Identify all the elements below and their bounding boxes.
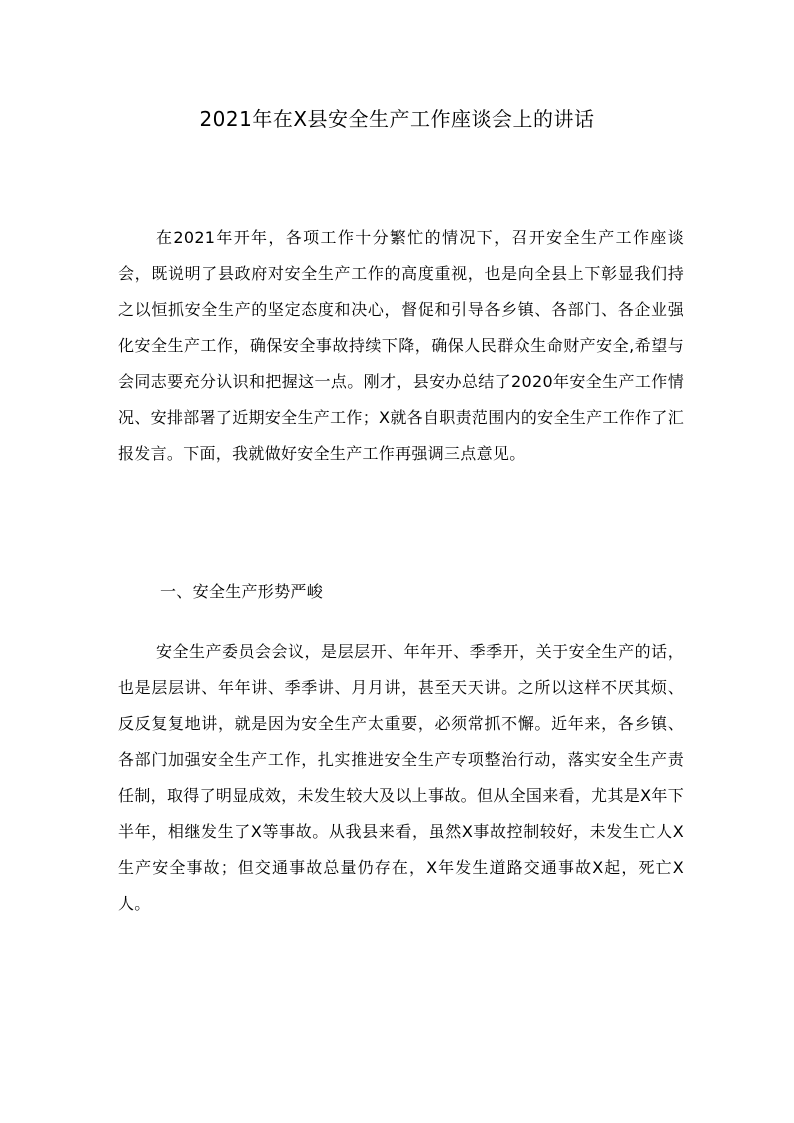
- document-title: 2021年在X县安全生产工作座谈会上的讲话: [199, 107, 595, 131]
- section-heading: 一、安全生产形势严峻: [160, 582, 324, 601]
- body-paragraph: 安全生产委员会会议，是层层开、年年开、季季开，关于安全生产的话，也是层层讲、年年讲、季季讲、月月讲，甚至天天讲。之所以这样不厌其烦、反反复复地讲，就是因为安全生产太重要，必须常抓不懈。近年来，各乡镇、各部门加强安全生产工作，扎实推进安全生产专项整治行动，落实安全生产责任制，取得了明显成效，未发生较大及以上事故。但从全国来看，尤其是X年下半年，相继发生了X等事故。从我县来看，虽然X事故控制较好，未发生亡人X生产安全事故；但交通事故总量仍存在，X年发生道路交通事故X起，死亡X人。: [118, 642, 684, 913]
- intro-paragraph: 在2021年开年，各项工作十分繁忙的情况下，召开安全生产工作座谈会，既说明了县政府对安全生产工作的高度重视，也是向全县上下彰显我们持之以恒抓安全生产的坚定态度和决心，督促和引导各乡镇、各部门、各企业强化安全生产工作，确保安全事故持续下降，确保人民群众生命财产安全,希望与会同志要充分认识和把握这一点。刚才，县安办总结了2020年安全生产工作情况、安排部署了近期安全生产工作；X就各自职责范围内的安全生产工作作了汇报发言。下面，我就做好安全生产工作再强调三点意见。: [118, 228, 684, 463]
